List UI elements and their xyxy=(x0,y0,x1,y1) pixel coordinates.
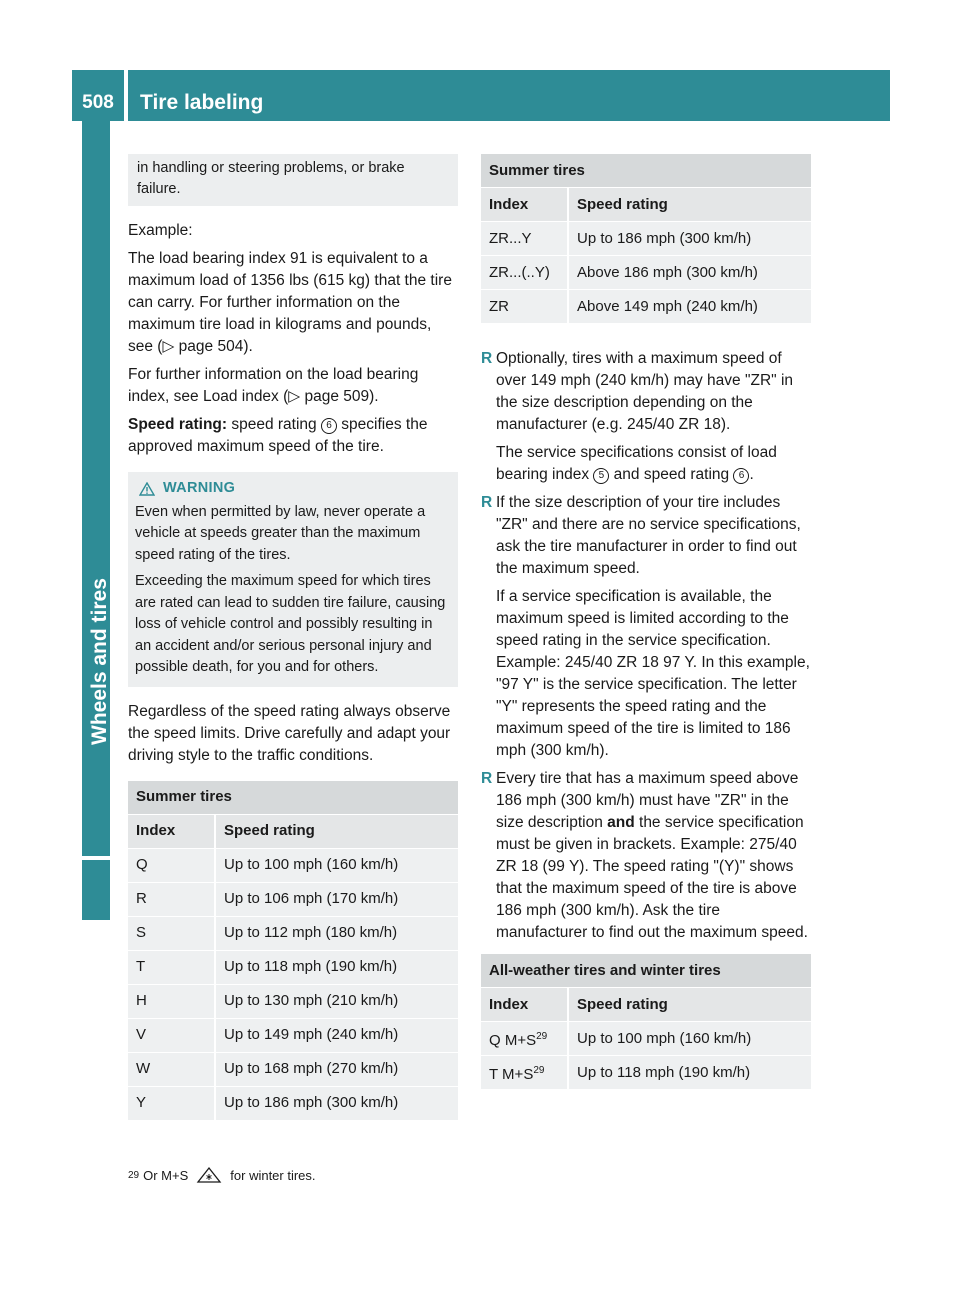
cell-rating: Up to 100 mph (160 km/h) xyxy=(569,1022,811,1056)
cell-index-text: T M+S xyxy=(489,1065,534,1083)
summer-tires-table xyxy=(128,781,458,1121)
cell-rating: Above 149 mph (240 km/h) xyxy=(569,290,811,324)
example-text: The load bearing index 91 is equivalent to a maximum load of 1356 lbs (615 kg) that the tire can carry. For further information on the maximum tire load in kilograms and pounds, see (▷ page 504). xyxy=(128,250,452,355)
col-header-rating: Speed rating xyxy=(569,988,811,1022)
table-caption: Summer tires xyxy=(128,781,458,815)
cell-index: ZR...(..Y) xyxy=(481,256,569,290)
cell-index: ZR xyxy=(481,290,569,324)
cell-index xyxy=(481,1056,569,1090)
footnote-text-b: for winter tires. xyxy=(230,1167,316,1183)
warning-title-text: WARNING xyxy=(163,480,236,496)
summer-tires-zr-table xyxy=(481,154,811,324)
table-row xyxy=(128,1019,458,1053)
further-info-text: For further information on the load bearing index, see Load index (▷ page 509). xyxy=(128,366,419,405)
continued-note-text: in handling or steering problems, or brake failure. xyxy=(137,160,405,197)
speed-rating-text-b: specifies the approved maximum speed of the tire. xyxy=(128,416,428,455)
example-label: Example: xyxy=(128,222,193,239)
table-row xyxy=(128,917,458,951)
table-row xyxy=(481,1056,811,1090)
cell-rating: Up to 149 mph (240 km/h) xyxy=(216,1019,458,1053)
bullet-1-paragraph-2 xyxy=(496,442,811,486)
warning-box xyxy=(128,472,458,687)
marker-5: 5 xyxy=(593,468,609,484)
warning-paragraph-2: Exceeding the maximum speed for which tires are rated can lead to sudden tire failure, causing loss of vehicle control and possibly resulting in an accident and/or serious personal injury and possible death, for you and for others. xyxy=(135,573,446,675)
list-item xyxy=(481,768,811,944)
table-row xyxy=(481,290,811,324)
cell-rating: Up to 186 mph (300 km/h) xyxy=(569,222,811,256)
cell-index: Q xyxy=(128,849,216,883)
table-caption: All-weather tires and winter tires xyxy=(481,954,811,988)
cell-index: V xyxy=(128,1019,216,1053)
bullet-1-paragraph-1: Optionally, tires with a maximum speed of over 149 mph (240 km/h) may have "ZR" in the size description depending on the manufacturer (e.g. 245/40 ZR 18). xyxy=(496,350,794,433)
table-row xyxy=(128,1053,458,1087)
cell-index: Y xyxy=(128,1087,216,1121)
cell-index: W xyxy=(128,1053,216,1087)
chapter-label: Wheels and tires xyxy=(88,578,111,745)
col-header-rating: Speed rating xyxy=(216,815,458,849)
snowflake-mountain-icon xyxy=(196,1166,222,1184)
cell-rating: Up to 186 mph (300 km/h) xyxy=(216,1087,458,1121)
list-item xyxy=(481,492,811,762)
header-divider xyxy=(124,70,128,121)
warning-triangle-icon xyxy=(139,482,155,496)
table-row xyxy=(481,256,811,290)
table-row xyxy=(481,1022,811,1056)
col-header-rating: Speed rating xyxy=(569,188,811,222)
table-row xyxy=(128,883,458,917)
col-header-index: Index xyxy=(128,815,216,849)
bullet-1-text-b: and speed rating xyxy=(609,466,734,483)
speed-rating-label: Speed rating: xyxy=(128,416,228,433)
page-number: 508 xyxy=(82,92,114,113)
bullet-3-text-a: Every tire that has a maximum speed above 186 mph (300 km/h) must have "ZR" in the size description xyxy=(496,770,799,831)
speed-rating-paragraph xyxy=(128,414,458,458)
bullet-list xyxy=(481,348,811,944)
cell-rating: Up to 118 mph (190 km/h) xyxy=(216,951,458,985)
bullet-3-bold: and xyxy=(607,814,635,831)
bullet-3-text-b: the service specification must be given in brackets. Example: 275/40 ZR 18 (99 Y). The speed rating "(Y)" shows that the maximum speed of the tire is above 186 mph (300 km/h). Ask the tire manufacturer to find out the maximum speed. xyxy=(496,814,808,941)
right-column xyxy=(481,154,811,1090)
chapter-sidebar xyxy=(82,121,110,856)
page-title: Tire labeling xyxy=(140,91,264,114)
regardless-text: Regardless of the speed rating always observe the speed limits. Drive carefully and adapt your driving style to the traffic conditions. xyxy=(128,702,451,764)
table-caption: Summer tires xyxy=(481,154,811,188)
cell-index: S xyxy=(128,917,216,951)
bullet-2-paragraph-2: If a service specification is available, the maximum speed is limited according to the speed rating in the service specification. Example: 245/40 ZR 18 97 Y. In this example, "97 Y" is the service specification. The letter "Y" represents the speed rating and the maximum speed of the tire is limited to 186 mph (300 km/h). xyxy=(496,588,810,759)
bullet-2-paragraph-1: If the size description of your tire includes "ZR" and there are no service specifications, ask the tire manufacturer in order to find out the maximum speed. xyxy=(496,494,801,577)
all-weather-winter-tires-table xyxy=(481,954,811,1090)
cell-rating: Above 186 mph (300 km/h) xyxy=(569,256,811,290)
cell-index: T xyxy=(128,951,216,985)
cell-index: ZR...Y xyxy=(481,222,569,256)
table-header-row xyxy=(481,988,811,1022)
table-row xyxy=(128,951,458,985)
cell-rating: Up to 106 mph (170 km/h) xyxy=(216,883,458,917)
bullet-1-text-c: . xyxy=(749,466,754,483)
footnote-text-a: Or M+S xyxy=(143,1167,189,1183)
cell-rating: Up to 130 mph (210 km/h) xyxy=(216,985,458,1019)
footnote xyxy=(128,1166,316,1184)
cell-index-text: Q M+S xyxy=(489,1031,537,1049)
continued-note-box xyxy=(128,154,458,206)
bullet-marker: R xyxy=(481,350,493,367)
marker-6: 6 xyxy=(321,418,337,434)
left-column xyxy=(128,154,458,1121)
table-row xyxy=(481,222,811,256)
col-header-index: Index xyxy=(481,188,569,222)
bullet-marker: R xyxy=(481,770,493,787)
speed-rating-text-a: speed rating xyxy=(227,416,321,433)
col-header-index: Index xyxy=(481,988,569,1022)
list-item xyxy=(481,348,811,486)
warning-paragraph-1: Even when permitted by law, never operate a vehicle at speeds greater than the maximum speed rating of the tires. xyxy=(135,503,426,563)
marker-6: 6 xyxy=(733,468,749,484)
bullet-1-text-a: The service specifications consist of load bearing index xyxy=(496,444,777,483)
cell-index xyxy=(481,1022,569,1056)
table-row xyxy=(128,985,458,1019)
footnote-ref: 29 xyxy=(533,1064,545,1076)
footnote-ref: 29 xyxy=(536,1030,548,1042)
chapter-sidebar-block xyxy=(82,860,110,920)
cell-rating: Up to 100 mph (160 km/h) xyxy=(216,849,458,883)
cell-rating: Up to 112 mph (180 km/h) xyxy=(216,917,458,951)
cell-rating: Up to 168 mph (270 km/h) xyxy=(216,1053,458,1087)
cell-rating: Up to 118 mph (190 km/h) xyxy=(569,1056,811,1090)
table-row xyxy=(128,849,458,883)
table-caption-row xyxy=(128,781,458,815)
footnote-number: 29 xyxy=(128,1169,140,1181)
table-caption-row xyxy=(481,954,811,988)
cell-index: H xyxy=(128,985,216,1019)
bullet-marker: R xyxy=(481,494,493,511)
bullet-3-paragraph xyxy=(496,768,811,944)
table-row xyxy=(128,1087,458,1121)
cell-index: R xyxy=(128,883,216,917)
table-header-row xyxy=(128,815,458,849)
warning-title xyxy=(139,478,451,500)
table-header-row xyxy=(481,188,811,222)
table-caption-row xyxy=(481,154,811,188)
